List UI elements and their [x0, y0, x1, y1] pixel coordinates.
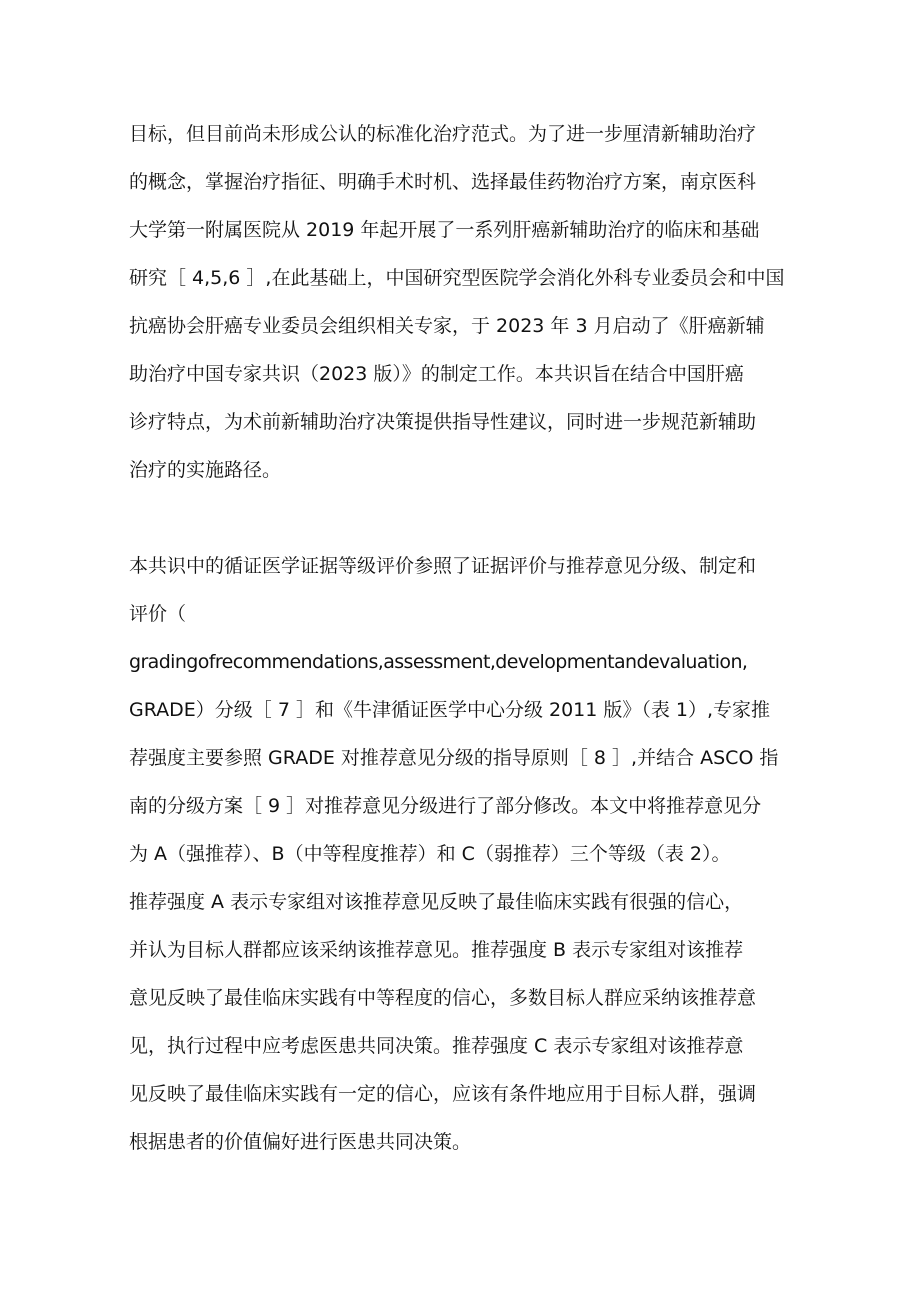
text-line: 见，执行过程中应考虑医患共同决策。推荐强度 C 表示专家组对该推荐意: [129, 1035, 744, 1057]
text-line: 推荐强度 A 表示专家组对该推荐意见反映了最佳临床实践有很强的信心，: [129, 891, 744, 913]
text-line: 研究［ 4,5,6 ］,在此基础上，中国研究型医院学会消化外科专业委员会和中国: [129, 267, 785, 289]
text-line: 根据患者的价值偏好进行医患共同决策。: [129, 1131, 472, 1153]
text-line: 诊疗特点，为术前新辅助治疗决策提供指导性建议，同时进一步规范新辅助: [129, 411, 757, 433]
text-line: gradingofrecommendations,assessment,developmentandevaluation,: [129, 651, 748, 673]
text-line: 大学第一附属医院从 2019 年起开展了一系列肝癌新辅助治疗的临床和基础: [129, 219, 760, 241]
text-line: 南的分级方案［ 9 ］对推荐意见分级进行了部分修改。本文中将推荐意见分: [129, 795, 762, 817]
text-line: 治疗的实施路径。: [129, 459, 282, 481]
text-line: GRADE）分级［ 7 ］和《牛津循证医学中心分级 2011 版》（表 1）,专家推: [129, 699, 771, 721]
text-line: 评价（: [129, 603, 187, 625]
text-line: 为 A（强推荐）、B（中等程度推荐）和 C（弱推荐）三个等级（表 2）。: [129, 843, 731, 865]
text-line: 意见反映了最佳临床实践有中等程度的信心，多数目标人群应采纳该推荐意: [129, 987, 757, 1009]
text-line: 本共识中的循证医学证据等级评价参照了证据评价与推荐意见分级、制定和: [129, 555, 757, 577]
text-line: 荐强度主要参照 GRADE 对推荐意见分级的指导原则［ 8 ］,并结合 ASCO 指: [129, 747, 779, 769]
text-line: 的概念，掌握治疗指征、明确手术时机、选择最佳药物治疗方案，南京医科: [129, 171, 757, 193]
text-line: 并认为目标人群都应该采纳该推荐意见。推荐强度 B 表示专家组对该推荐: [129, 939, 744, 961]
text-line: 抗癌协会肝癌专业委员会组织相关专家，于 2023 年 3 月启动了《肝癌新辅: [129, 315, 765, 337]
text-line: 见反映了最佳临床实践有一定的信心，应该有条件地应用于目标人群，强调: [129, 1083, 757, 1105]
text-line: 目标，但目前尚未形成公认的标准化治疗范式。为了进一步厘清新辅助治疗: [129, 123, 757, 145]
text-line: 助治疗中国专家共识（2023 版）》的制定工作。本共识旨在结合中国肝癌: [129, 363, 744, 385]
